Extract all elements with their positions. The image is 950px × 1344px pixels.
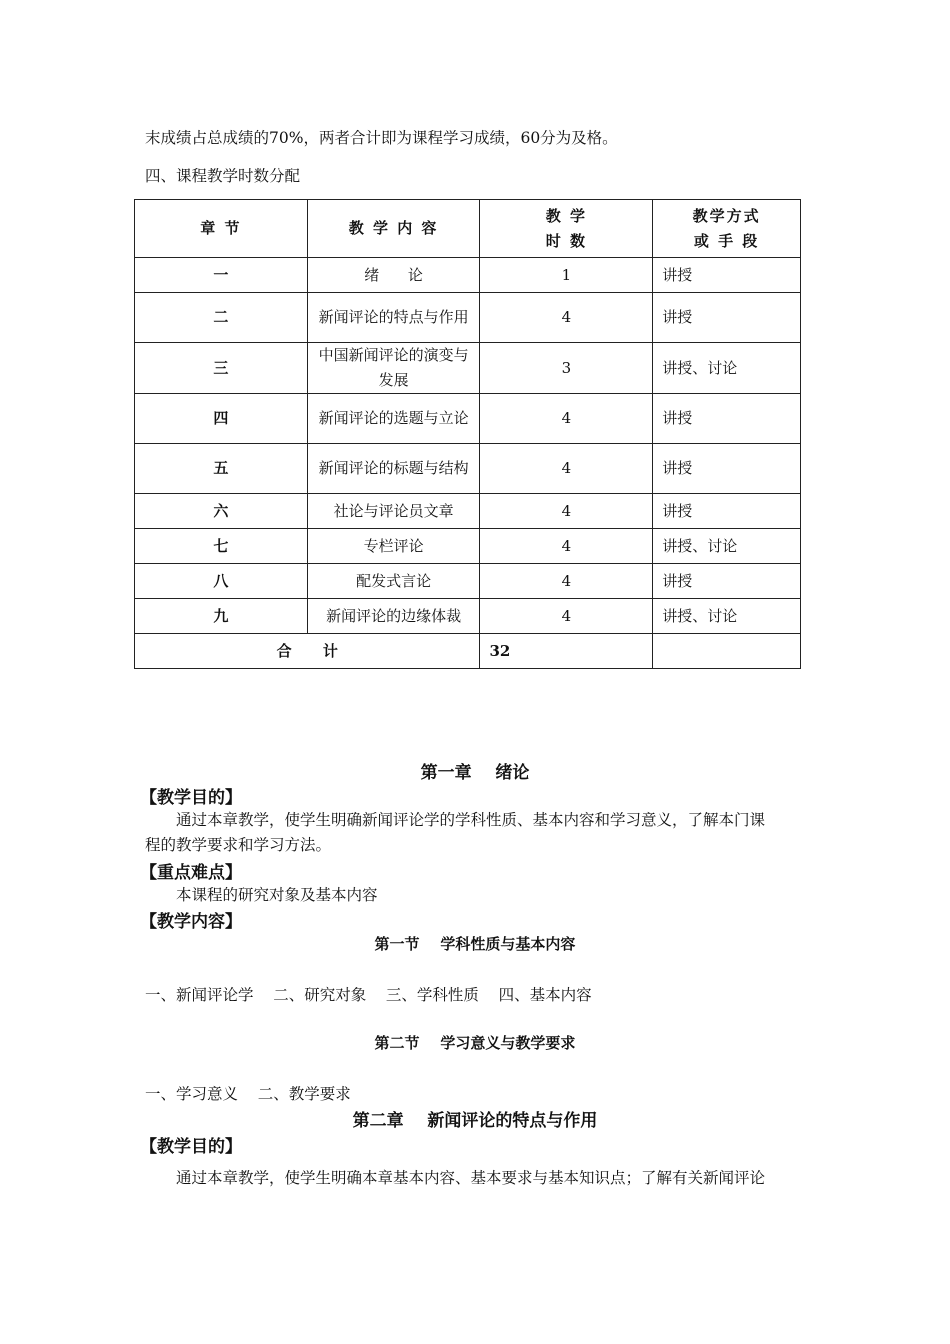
row-hours: 4 (480, 293, 653, 343)
total-hours: 32 (480, 634, 653, 669)
table-row (135, 529, 801, 564)
row-chapter: 四 (135, 394, 308, 444)
row-method: 讲授 (653, 293, 801, 343)
row-method: 讲授、讨论 (653, 343, 801, 394)
table-row (135, 258, 801, 293)
chapter1-objective-text-1: 通过本章教学，使学生明确新闻评论学的学科性质、基本内容和学习意义，了解本门课 (176, 811, 766, 829)
row-hours: 4 (480, 444, 653, 494)
header-method-line2: 或 手 段 (693, 231, 760, 250)
row-content: 新闻评论的标题与结构 (307, 444, 480, 494)
table-total-row (135, 634, 801, 669)
table-row (135, 444, 801, 494)
row-chapter: 五 (135, 444, 308, 494)
header-content: 教 学 内 容 (307, 200, 480, 258)
row-hours: 4 (480, 599, 653, 634)
row-method: 讲授、讨论 (653, 599, 801, 634)
table-row (135, 343, 801, 394)
row-content: 新闻评论的边缘体裁 (307, 599, 480, 634)
chapter1-section2-title: 第二节 学习意义与教学要求 (374, 1034, 576, 1052)
total-method (653, 634, 801, 669)
header-method-line1: 教学方式 (692, 206, 761, 225)
row-chapter: 一 (135, 258, 308, 293)
chapter2-objective-text-1: 通过本章教学，使学生明确本章基本内容、基本要求与基本知识点；了解有关新闻评论 (176, 1169, 766, 1187)
total-label: 合 计 (135, 634, 480, 669)
row-method: 讲授 (653, 258, 801, 293)
header-method (653, 200, 801, 258)
chapter1-section1-title: 第一节 学科性质与基本内容 (374, 935, 576, 953)
chapter1-keypoints-text: 本课程的研究对象及基本内容 (176, 886, 378, 904)
row-hours: 1 (480, 258, 653, 293)
row-method: 讲授 (653, 394, 801, 444)
chapter1-objective-text-2: 程的教学要求和学习方法。 (145, 836, 332, 854)
row-content: 中国新闻评论的演变与发展 (307, 343, 480, 394)
row-chapter: 三 (135, 343, 308, 394)
row-content: 社论与评论员文章 (307, 494, 480, 529)
row-hours: 4 (480, 529, 653, 564)
row-content: 配发式言论 (307, 564, 480, 599)
chapter2-title: 第二章 新闻评论的特点与作用 (352, 1111, 598, 1131)
table-row (135, 293, 801, 343)
intro-line: 末成绩占总成绩的70%，两者合计即为课程学习成绩，60分为及格。 (145, 129, 618, 147)
chapter1-keypoints-label: 【重点难点】 (140, 863, 242, 883)
row-content: 新闻评论的特点与作用 (307, 293, 480, 343)
chapter1-section1-items: 一、新闻评论学 二、研究对象 三、学科性质 四、基本内容 (145, 986, 592, 1004)
table-row (135, 599, 801, 634)
chapter1-objective-label: 【教学目的】 (140, 788, 242, 808)
row-chapter: 六 (135, 494, 308, 529)
chapter1-content-label: 【教学内容】 (140, 912, 242, 932)
row-chapter: 九 (135, 599, 308, 634)
row-method: 讲授 (653, 564, 801, 599)
row-content: 绪 论 (307, 258, 480, 293)
row-hours: 4 (480, 494, 653, 529)
row-hours: 4 (480, 564, 653, 599)
row-hours: 3 (480, 343, 653, 394)
row-method: 讲授、讨论 (653, 529, 801, 564)
chapter1-section2-items: 一、学习意义 二、教学要求 (145, 1085, 351, 1103)
table-row (135, 564, 801, 599)
row-chapter: 八 (135, 564, 308, 599)
row-method: 讲授 (653, 494, 801, 529)
header-chapter: 章 节 (135, 200, 308, 258)
row-hours: 4 (480, 394, 653, 444)
table-row (135, 494, 801, 529)
table-row (135, 394, 801, 444)
chapter2-objective-label: 【教学目的】 (140, 1137, 242, 1157)
row-method: 讲授 (653, 444, 801, 494)
row-content: 新闻评论的选题与立论 (307, 394, 480, 444)
hours-table (134, 199, 801, 669)
chapter1-title: 第一章 绪论 (420, 763, 530, 783)
header-hours (480, 200, 653, 258)
table-header-row (135, 200, 801, 258)
row-chapter: 七 (135, 529, 308, 564)
header-hours-line2: 时 数 (545, 231, 587, 250)
row-content: 专栏评论 (307, 529, 480, 564)
header-hours-line1: 教 学 (545, 206, 587, 225)
section-heading: 四、课程教学时数分配 (145, 167, 301, 185)
row-chapter: 二 (135, 293, 308, 343)
